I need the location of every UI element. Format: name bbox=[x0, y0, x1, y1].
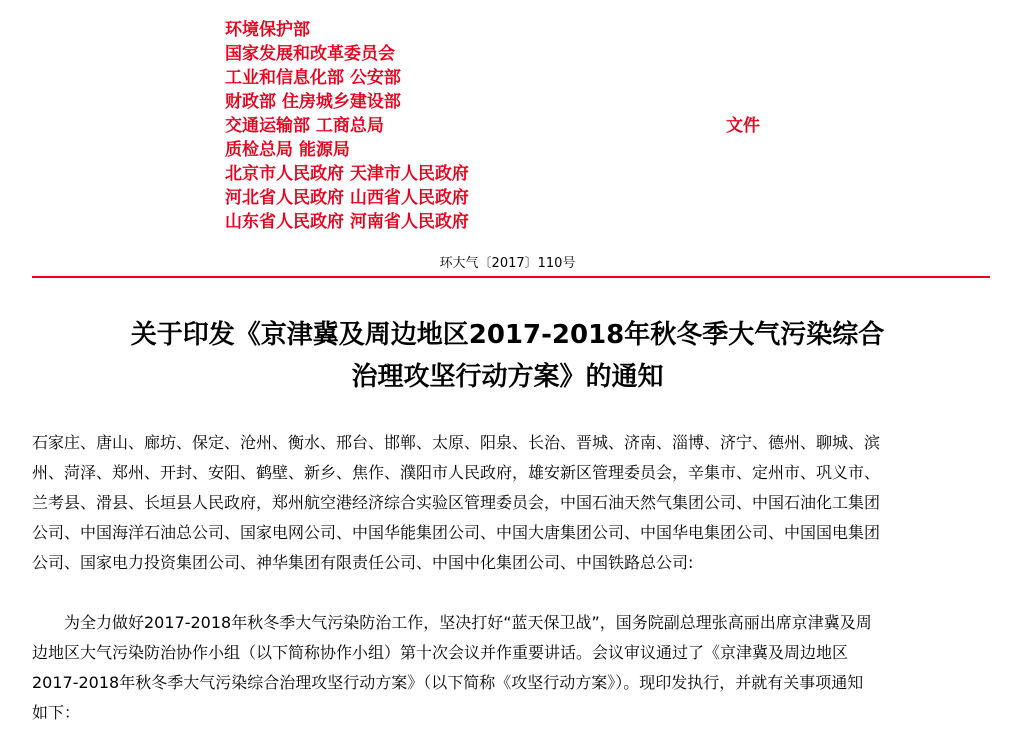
recipients-paragraph bbox=[32, 428, 992, 578]
recipients-line: 公司、国家电力投资集团公司、神华集团有限责任公司、中国中化集团公司、中国铁路总公司: bbox=[32, 553, 694, 572]
issuer-line: 环境保护部 bbox=[225, 20, 310, 40]
body-line: 为全力做好2017-2018年秋冬季大气污染防治工作，坚决打好“蓝天保卫战”，国务院副总理张高丽出席京津冀及周 bbox=[64, 613, 872, 632]
issuer-line: 财政部 住房城乡建设部 bbox=[225, 92, 401, 112]
issuer-line: 国家发展和改革委员会 bbox=[225, 44, 395, 64]
body-line: 边地区大气污染防治协作小组（以下简称协作小组）第十次会议并作重要讲话。会议审议通过了《京津冀及周边地区 bbox=[32, 643, 849, 662]
header-divider bbox=[32, 276, 990, 278]
issuer-line: 河北省人民政府 山西省人民政府 bbox=[225, 188, 469, 208]
recipients-line: 州、菏泽、郑州、开封、安阳、鹤壁、新乡、焦作、濮阳市人民政府，雄安新区管理委员会，辛集市、定州市、巩义市、 bbox=[32, 463, 881, 482]
recipients-line: 公司、中国海洋石油总公司、国家电网公司、中国华能集团公司、中国大唐集团公司、中国华电集团公司、中国国电集团 bbox=[32, 523, 881, 542]
document-word: 文件 bbox=[726, 116, 760, 136]
issuer-line: 山东省人民政府 河南省人民政府 bbox=[225, 212, 469, 232]
issuer-line: 质检总局 能源局 bbox=[225, 140, 350, 160]
body-line: 2017-2018年秋冬季大气污染综合治理攻坚行动方案》（以下简称《攻坚行动方案》）。现印发执行，并就有关事项通知 bbox=[32, 673, 864, 692]
body-line: 如下： bbox=[32, 703, 81, 722]
title-line: 治理攻坚行动方案》的通知 bbox=[351, 362, 664, 392]
issuer-line: 交通运输部 工商总局 bbox=[225, 116, 384, 136]
body-paragraph bbox=[32, 608, 992, 728]
recipients-line: 石家庄、唐山、廊坊、保定、沧州、衡水、邢台、邯郸、太原、阳泉、长治、晋城、济南、淄博、济宁、德州、聊城、滨 bbox=[32, 433, 881, 452]
title-line: 关于印发《京津冀及周边地区2017-2018年秋冬季大气污染综合 bbox=[130, 320, 885, 350]
issuing-authorities bbox=[225, 18, 469, 234]
document-title bbox=[0, 314, 1015, 398]
recipients-line: 兰考县、滑县、长垣县人民政府，郑州航空港经济综合实验区管理委员会，中国石油天然气集团公司、中国石油化工集团 bbox=[32, 493, 881, 512]
document-number: 环大气〔2017〕110号 bbox=[439, 256, 576, 271]
issuer-line: 工业和信息化部 公安部 bbox=[225, 68, 401, 88]
issuer-line: 北京市人民政府 天津市人民政府 bbox=[225, 164, 469, 184]
